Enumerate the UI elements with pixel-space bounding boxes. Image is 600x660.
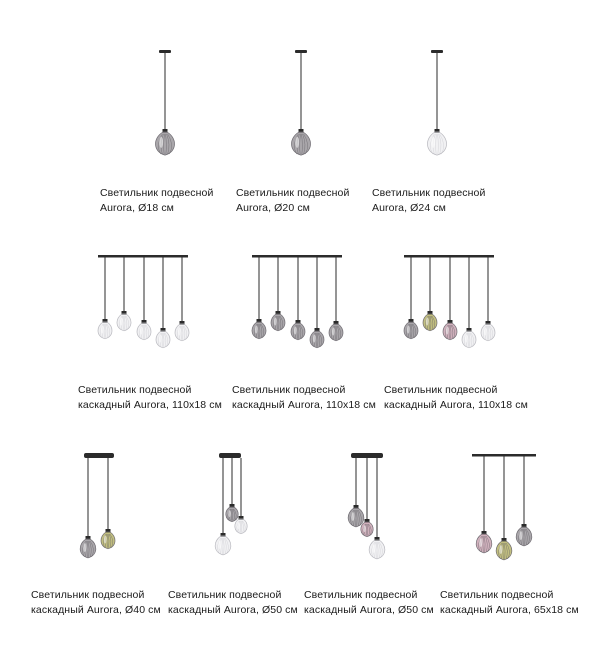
pendant-lamp-illustration <box>31 450 166 570</box>
pendant-lamp-illustration <box>236 45 366 175</box>
pendant-lamp-illustration <box>304 450 439 570</box>
caption-line-1: Светильник подвесной <box>31 589 145 601</box>
product-card-single-24[interactable] <box>372 45 502 220</box>
ceiling-bar <box>404 255 494 258</box>
caption-line-2: каскадный Aurora, Ø40 см <box>31 604 161 616</box>
smoke-glass-shade <box>348 505 364 527</box>
product-caption <box>372 186 485 216</box>
product-card-cascade-bar-smoke[interactable] <box>232 250 382 415</box>
ceiling-bar <box>252 255 342 258</box>
product-caption <box>440 588 579 618</box>
caption-line-1: Светильник подвесной <box>304 589 418 601</box>
ceiling-canopy <box>295 50 307 53</box>
clear-glass-shade <box>215 533 231 555</box>
ceiling-canopy <box>431 50 443 53</box>
smoke-glass-shade <box>291 129 310 155</box>
olive-glass-shade <box>423 311 437 331</box>
smoke-glass-shade <box>291 320 305 340</box>
product-card-cascade-round-50-a[interactable] <box>168 450 303 620</box>
smoke-glass-shade <box>80 536 96 558</box>
product-caption <box>232 383 376 413</box>
product-caption <box>168 588 298 618</box>
clear-glass-shade <box>481 321 495 341</box>
ceiling-canopy <box>84 453 114 458</box>
smoke-glass-shade <box>516 524 532 546</box>
caption-line-2: каскадный Aurora, 110x18 см <box>232 399 376 411</box>
caption-line-1: Светильник подвесной <box>372 187 486 199</box>
pink-glass-shade <box>476 531 492 553</box>
caption-line-2: каскадный Aurora, 110x18 см <box>384 399 528 411</box>
product-card-cascade-bar-mixed[interactable] <box>384 250 534 415</box>
caption-line-1: Светильник подвесной <box>232 384 346 396</box>
ceiling-canopy <box>219 453 241 458</box>
pendant-lamp-illustration <box>78 250 228 365</box>
smoke-glass-shade <box>404 319 418 339</box>
smoke-glass-shade <box>271 311 285 331</box>
caption-line-2: Aurora, Ø18 см <box>100 202 174 214</box>
clear-glass-shade <box>156 328 170 348</box>
caption-line-2: каскадный Aurora, Ø50 см <box>168 604 298 616</box>
product-caption <box>304 588 434 618</box>
pendant-lamp-illustration <box>372 45 502 175</box>
caption-line-2: каскадный Aurora, Ø50 см <box>304 604 434 616</box>
product-caption <box>78 383 222 413</box>
caption-line-1: Светильник подвесной <box>384 384 498 396</box>
pendant-lamp-illustration <box>384 250 534 365</box>
clear-glass-shade <box>369 537 385 559</box>
caption-line-1: Светильник подвесной <box>236 187 350 199</box>
ceiling-bar <box>98 255 188 258</box>
pendant-lamp-illustration <box>100 45 230 175</box>
caption-line-2: Aurora, Ø24 см <box>372 202 446 214</box>
product-caption <box>384 383 528 413</box>
caption-line-1: Светильник подвесной <box>168 589 282 601</box>
clear-glass-shade <box>427 129 446 155</box>
smoke-glass-shade <box>226 504 238 522</box>
product-card-cascade-round-40[interactable] <box>31 450 166 620</box>
ceiling-canopy <box>351 453 383 458</box>
product-caption <box>31 588 161 618</box>
product-caption <box>100 186 213 216</box>
clear-glass-shade <box>137 320 151 340</box>
smoke-glass-shade <box>310 328 324 348</box>
product-card-cascade-round-50-b[interactable] <box>304 450 439 620</box>
clear-glass-shade <box>462 328 476 348</box>
clear-glass-shade <box>98 319 112 339</box>
ceiling-canopy <box>159 50 171 53</box>
product-caption <box>236 186 349 216</box>
pink-glass-shade <box>443 320 457 340</box>
pendant-lamp-illustration <box>440 450 590 570</box>
olive-glass-shade <box>101 529 115 549</box>
caption-line-1: Светильник подвесной <box>100 187 214 199</box>
product-card-single-18[interactable] <box>100 45 230 220</box>
product-card-single-20[interactable] <box>236 45 366 220</box>
caption-line-2: каскадный Aurora, 65x18 см <box>440 604 579 616</box>
product-card-cascade-bar-clear[interactable] <box>78 250 228 415</box>
smoke-glass-shade <box>252 319 266 339</box>
olive-glass-shade <box>496 538 512 560</box>
caption-line-1: Светильник подвесной <box>78 384 192 396</box>
caption-line-2: Aurora, Ø20 см <box>236 202 310 214</box>
smoke-glass-shade <box>329 321 343 341</box>
clear-glass-shade <box>117 311 131 331</box>
pendant-lamp-illustration <box>168 450 303 570</box>
caption-line-2: каскадный Aurora, 110x18 см <box>78 399 222 411</box>
clear-glass-shade <box>175 321 189 341</box>
product-card-cascade-bar-65[interactable] <box>440 450 590 620</box>
smoke-glass-shade <box>155 129 174 155</box>
caption-line-1: Светильник подвесной <box>440 589 554 601</box>
pendant-lamp-illustration <box>232 250 382 365</box>
